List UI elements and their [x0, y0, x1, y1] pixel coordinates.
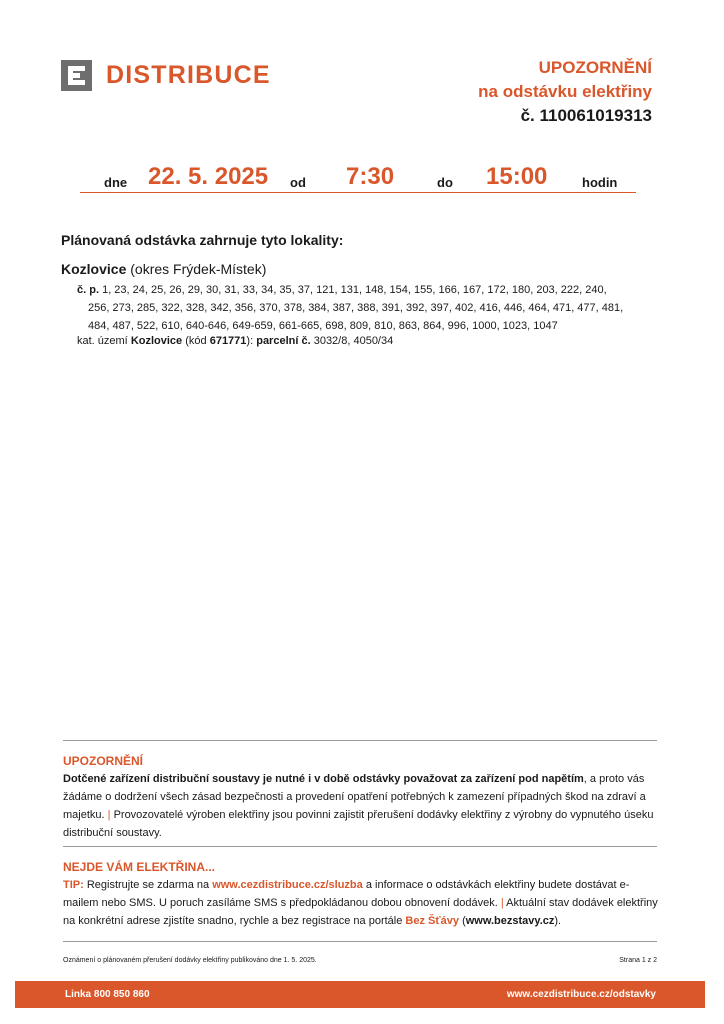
- notice-subheading: na odstávku elektřiny: [478, 82, 652, 101]
- section-divider: [63, 740, 657, 741]
- outage-end-time: 15:00: [486, 163, 548, 190]
- house-numbers-list: [77, 281, 662, 335]
- section-divider: [63, 846, 657, 847]
- warning-text: Dotčené zařízení distribuční soustavy je nutné i v době odstávky považovat za zařízení pod napětím, a proto vás žádáme o dodržení všech zásad bezpečnosti a provedení opatření potřebných k zamezení případných škod na zdraví a majetku. | Provozovatelé výroben elektřiny jsou povinni zajistit přerušení dodávky elektřiny z výrobny do vypnutého úseku distribuční soustavy.: [63, 773, 654, 839]
- company-logo-text: DISTRIBUCE: [106, 61, 271, 89]
- outage-start-time: 7:30: [346, 163, 395, 190]
- locality-district: (okres Frýdek-Místek): [130, 261, 267, 277]
- cadastral-info: kat. území Kozlovice (kód 671771): parcelní č. 3032/8, 4050/34: [77, 335, 394, 347]
- company-logo-icon: [61, 60, 92, 91]
- house-numbers-line-3: 484, 487, 522, 610, 640-646, 649-659, 661-665, 698, 809, 810, 863, 864, 996, 1000, 1023, 1047: [88, 320, 558, 332]
- house-numbers-line-1: 1, 23, 24, 25, 26, 29, 30, 31, 33, 34, 35, 37, 121, 131, 148, 154, 155, 166, 167, 172, 180, 203, 222, 240,: [102, 284, 607, 296]
- date-row-divider: [80, 192, 636, 193]
- outages-link[interactable]: www.cezdistribuce.cz/odstavky: [506, 989, 656, 1000]
- house-numbers-line-2: 256, 273, 285, 322, 328, 342, 356, 370, 378, 384, 387, 388, 391, 392, 397, 402, 416, 446, 464, 471, 477, 481,: [88, 302, 624, 314]
- hotline-number: Linka 800 850 860: [65, 989, 150, 1000]
- portal-link[interactable]: www.bezstavy.cz: [465, 915, 555, 927]
- to-label: do: [437, 175, 453, 190]
- date-label: dne: [104, 175, 128, 190]
- registration-link[interactable]: www.cezdistribuce.cz/sluzba: [212, 879, 363, 891]
- info-text: TIP: Registrujte se zdarma na www.cezdistribuce.cz/sluzba a informace o odstávkách elektřiny budete dostávat e-mailem nebo SMS. U poruch zasíláme SMS s předpokládanou dobou obnovení dodávek. | Aktuální stav dodávek elektřiny na konkrétní adrese zjistíte snadno, rychle a bez registrace na portále Bez Šťávy (www.bezstavy.cz).: [63, 879, 658, 927]
- localities-title: Plánovaná odstávka zahrnuje tyto lokality:: [61, 232, 344, 248]
- section-divider: [63, 941, 657, 942]
- info-title: NEJDE VÁM ELEKTŘINA...: [63, 860, 216, 874]
- warning-title: UPOZORNĚNÍ: [63, 754, 144, 768]
- footer-bar: [15, 981, 705, 1008]
- notice-heading: UPOZORNĚNÍ: [538, 58, 652, 77]
- page-number: Strana 1 z 2: [619, 957, 657, 964]
- outage-date: 22. 5. 2025: [148, 163, 269, 190]
- portal-name: Bez Šťávy: [405, 915, 459, 927]
- house-numbers-label: č. p.: [77, 284, 100, 296]
- from-label: od: [290, 175, 306, 190]
- notice-number: č. 110061019313: [520, 106, 652, 125]
- publication-note: Oznámení o plánovaném přerušení dodávky elektřiny publikováno dne 1. 5. 2025.: [63, 957, 317, 964]
- locality-name: Kozlovice: [61, 261, 127, 277]
- locality-heading: [61, 261, 266, 277]
- hours-label: hodin: [582, 175, 618, 190]
